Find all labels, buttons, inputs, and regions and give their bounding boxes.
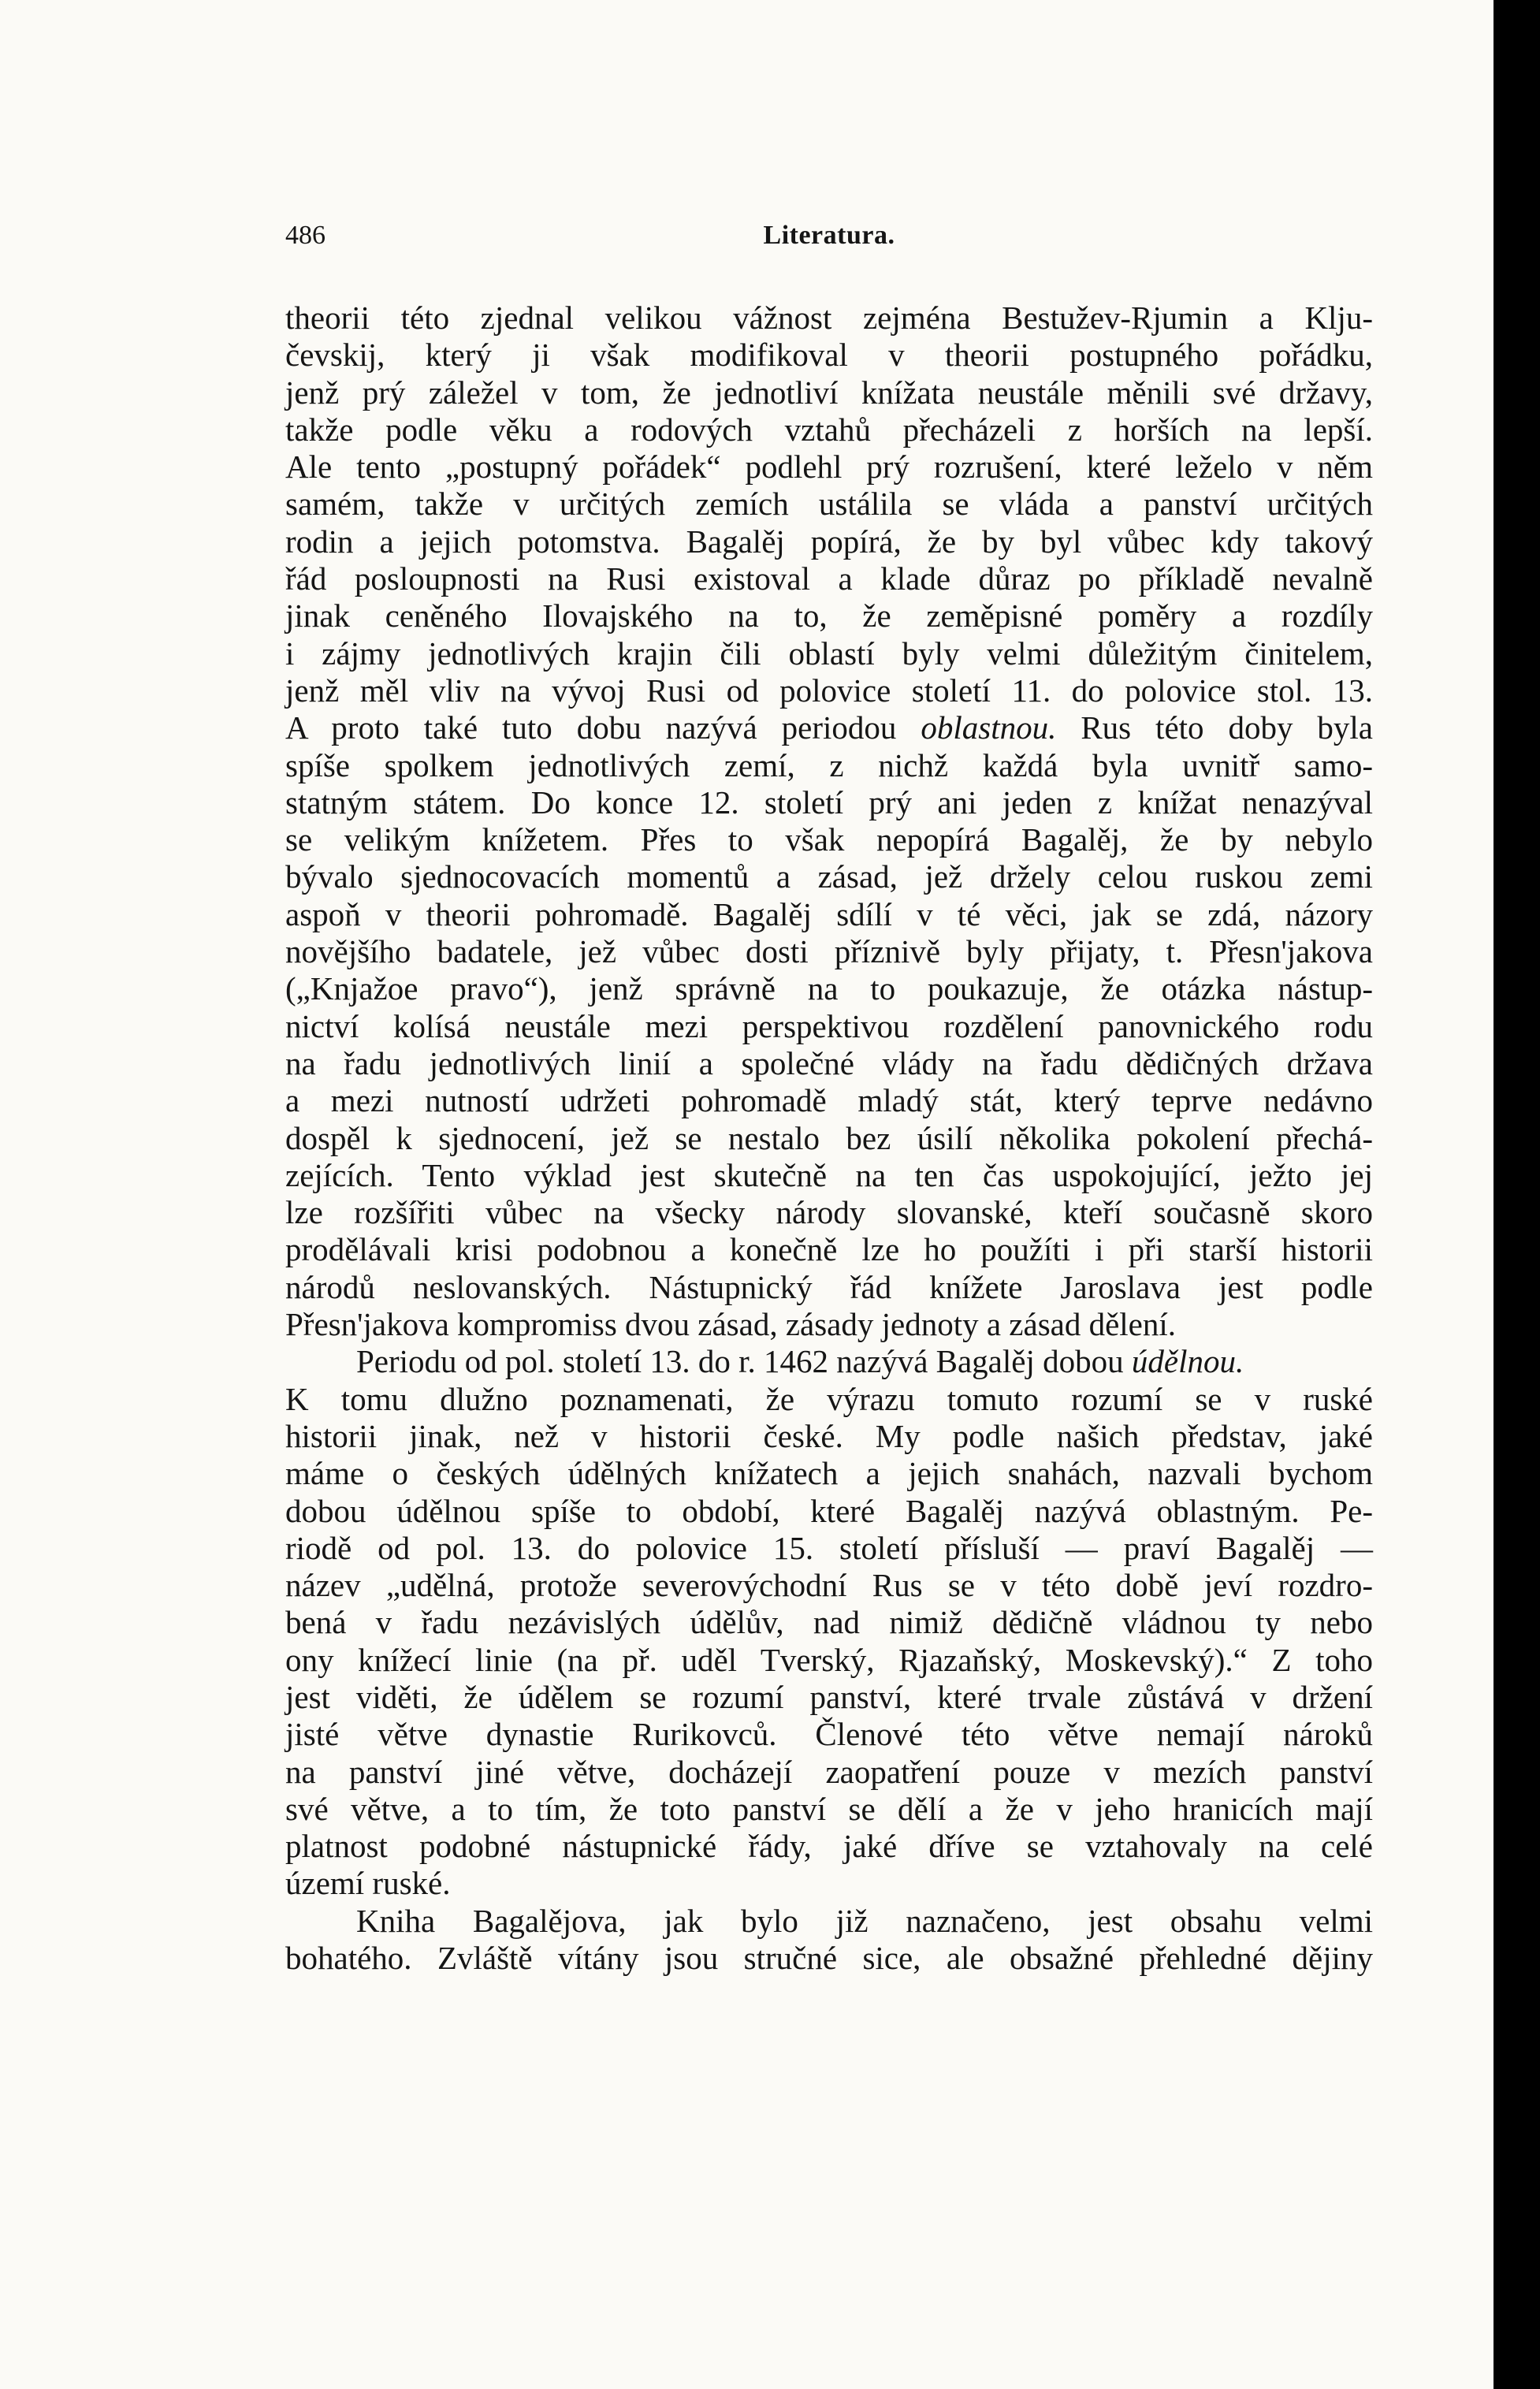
text-line: na panství jiné větve, docházejí zaopatření pouze v mezích panství xyxy=(285,1753,1373,1790)
text-line: („Knjažoe pravo“), jenž správně na to poukazuje, že otázka nástup- xyxy=(285,970,1373,1007)
text-segment: A proto také tuto dobu nazývá periodou xyxy=(285,709,921,746)
text-line: jest viděti, že údělem se rozumí panství, které trvale zůstává v držení xyxy=(285,1678,1373,1715)
text-segment: Rus této doby byla xyxy=(1056,709,1374,746)
text-line: Kniha Bagalějova, jak bylo již naznačeno, jest obsahu velmi xyxy=(356,1902,1373,1939)
text-line: na řadu jednotlivých linií a společné vlády na řadu dědičných država xyxy=(285,1044,1373,1081)
text-line: řád posloupnosti na Rusi existoval a klade důraz po příkladě nevalně xyxy=(285,560,1373,597)
text-line: a mezi nutností udržeti pohromadě mladý stát, který teprve nedávno xyxy=(285,1082,1373,1119)
text-line: aspoň v theorii pohromadě. Bagalěj sdílí v té věci, jak se zdá, názory xyxy=(285,895,1373,932)
text-line: ony knížecí linie (na př. uděl Tverský, Rjazaňský, Moskevský).“ Z toho xyxy=(285,1641,1373,1678)
text-line: bená v řadu nezávislých údělův, nad nimiž dědičně vládnou ty nebo xyxy=(285,1604,1373,1641)
text-line: Přesn'jakova kompromiss dvou zásad, zásady jednoty a zásad dělení. xyxy=(285,1306,1177,1343)
body-text xyxy=(285,300,1373,1977)
text-line: své větve, a to tím, že toto panství se dělí a že v jeho hranicích mají xyxy=(285,1790,1373,1827)
text-line: theorii této zjednal velikou vážnost zejména Bestužev-Rjumin a Klju- xyxy=(285,300,1373,336)
text-line: historii jinak, než v historii české. My podle našich představ, jaké xyxy=(285,1417,1373,1454)
text-line xyxy=(285,1343,1373,1380)
text-segment: Periodu od pol. století 13. do r. 1462 nazývá Bagalěj dobou xyxy=(356,1343,1132,1380)
text-line: novějšího badatele, jež vůbec dosti příznivě byly přijaty, t. Přesn'jakova xyxy=(285,933,1373,970)
italic-term: oblastnou. xyxy=(921,709,1057,746)
text-line: jisté větve dynastie Rurikovců. Členové této větve nemají nároků xyxy=(285,1716,1373,1753)
italic-term: údělnou. xyxy=(1131,1343,1244,1380)
text-line: prodělávali krisi podobnou a konečně lze ho použíti i při starší historii xyxy=(285,1231,1373,1268)
page-number: 486 xyxy=(285,221,325,250)
text-line: takže podle věku a rodových vztahů přecházeli z horších na lepší. xyxy=(285,411,1373,448)
page-header xyxy=(285,221,1373,260)
text-line: jenž měl vliv na vývoj Rusi od polovice století 11. do polovice stol. 13. xyxy=(285,672,1373,709)
text-line: platnost podobné nástupnické řády, jaké dříve se vztahovaly na celé xyxy=(285,1828,1373,1865)
running-title: Literatura. xyxy=(763,221,895,250)
text-line: K tomu dlužno poznamenati, že výrazu tomuto rozumí se v ruské xyxy=(285,1380,1373,1417)
text-line: máme o českých údělných knížatech a jejich snahách, nazvali bychom xyxy=(285,1455,1373,1492)
text-line: spíše spolkem jednotlivých zemí, z nichž každá byla uvnitř samo- xyxy=(285,746,1373,783)
text-line: dospěl k sjednocení, jež se nestalo bez úsilí několika pokolení přechá- xyxy=(285,1119,1373,1156)
text-line: zejících. Tento výklad jest skutečně na ten čas uspokojující, ježto jej xyxy=(285,1156,1373,1193)
text-line: jinak ceněného Ilovajského na to, že zeměpisné poměry a rozdíly xyxy=(285,597,1373,634)
text-line: lze rozšířiti vůbec na všecky národy slovanské, kteří současně skoro xyxy=(285,1194,1373,1231)
text-line: název „udělná, protože severovýchodní Rus se v této době jeví rozdro- xyxy=(285,1567,1373,1604)
text-line: se velikým knížetem. Přes to však nepopírá Bagalěj, že by nebylo xyxy=(285,821,1373,858)
text-line: Ale tento „postupný pořádek“ podlehl prý rozrušení, které leželo v něm xyxy=(285,448,1373,486)
text-line: rodin a jejich potomstva. Bagalěj popírá, že by byl vůbec kdy takový xyxy=(285,523,1373,560)
text-line: národů neslovanských. Nástupnický řád knížete Jaroslava jest podle xyxy=(285,1268,1373,1305)
text-line: jenž prý záležel v tom, že jednotliví knížata neustále měnili své državy, xyxy=(285,374,1373,411)
text-line xyxy=(285,709,1373,746)
text-line: území ruské. xyxy=(285,1865,451,1902)
text-line: statným státem. Do konce 12. století prý ani jeden z knížat nenazýval xyxy=(285,783,1373,821)
text-line: riodě od pol. 13. do polovice 15. století přísluší — praví Bagalěj — xyxy=(285,1529,1373,1566)
text-line: čevskij, který ji však modifikoval v theorii postupného pořádku, xyxy=(285,337,1373,374)
text-line: samém, takže v určitých zemích ustálila se vláda a panství určitých xyxy=(285,486,1373,523)
text-line: bohatého. Zvláště vítány jsou stručné sice, ale obsažné přehledné dějiny xyxy=(285,1940,1373,1977)
text-line: i zájmy jednotlivých krajin čili oblastí byly velmi důležitým činitelem, xyxy=(285,634,1373,672)
text-line: nictví kolísá neustále mezi perspektivou rozdělení panovnického rodu xyxy=(285,1007,1373,1044)
text-line: bývalo sjednocovacích momentů a zásad, jež držely celou ruskou zemi xyxy=(285,858,1373,895)
text-line: dobou údělnou spíše to období, které Bagalěj nazývá oblastným. Pe- xyxy=(285,1492,1373,1529)
